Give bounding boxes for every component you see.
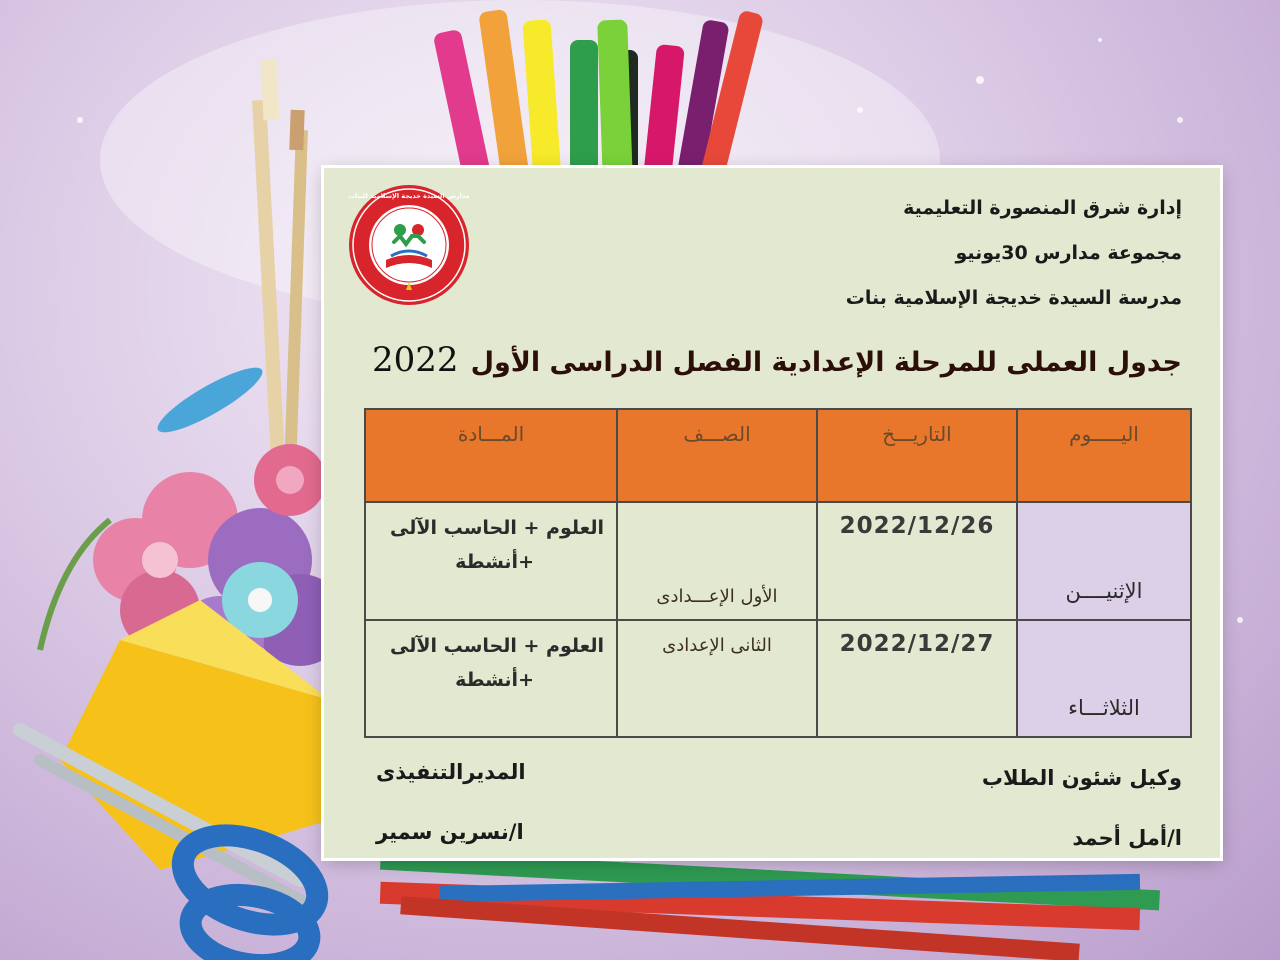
table-row <box>365 502 1191 620</box>
title-year: 2022 <box>372 340 459 380</box>
header-grade: الصـــف <box>617 409 817 502</box>
row-subject-line2: +أنشطة <box>455 668 534 691</box>
row-subject-line2: +أنشطة <box>455 551 534 573</box>
row-subject <box>365 502 617 620</box>
directorate-name: إدارة شرق المنصورة التعليمية <box>903 197 1182 219</box>
row-day: الثلاثـــاء <box>1017 620 1191 738</box>
school-name: مدرسة السيدة خديجة الإسلامية بنات <box>845 287 1182 309</box>
row-day: الإثنيــــن <box>1017 502 1191 620</box>
row-date: 2022/12/26 <box>817 502 1017 620</box>
executive-director-name: ا/نسرين سمير <box>376 820 524 844</box>
student-affairs-name: ا/أمل أحمد <box>1072 826 1182 850</box>
header-subject: المـــادة <box>365 409 617 502</box>
row-grade: الثانى الإعدادى <box>617 620 817 738</box>
table-header-row <box>365 409 1191 502</box>
school-logo-icon <box>346 182 472 308</box>
title-row <box>352 340 1182 380</box>
schedule-card <box>324 168 1220 858</box>
header-day: اليـــــوم <box>1017 409 1191 502</box>
student-affairs-title: وكيل شئون الطلاب <box>981 766 1182 790</box>
row-subject-line1: العلوم + الحاسب الآلى <box>389 517 604 539</box>
header-block <box>846 186 1182 321</box>
executive-director-title: المديرالتنفيذى <box>376 760 526 784</box>
logo-text: مدارس السيدة خديجة الإسلامية للبنات <box>348 192 470 200</box>
row-subject-line1: العلوم + الحاسب الآلى <box>389 634 604 657</box>
schedule-table <box>364 408 1192 738</box>
row-grade: الأول الإعـــدادى <box>617 502 817 620</box>
table-row <box>365 620 1191 738</box>
row-subject <box>365 620 617 738</box>
pencils-icon <box>380 850 1160 960</box>
page-title: جدول العملى للمرحلة الإعدادية الفصل الدراسى الأول <box>470 347 1182 378</box>
school-group-name: مجموعة مدارس 30يونيو <box>955 242 1182 264</box>
row-date: 2022/12/27 <box>817 620 1017 738</box>
header-date: التاريـــخ <box>817 409 1017 502</box>
